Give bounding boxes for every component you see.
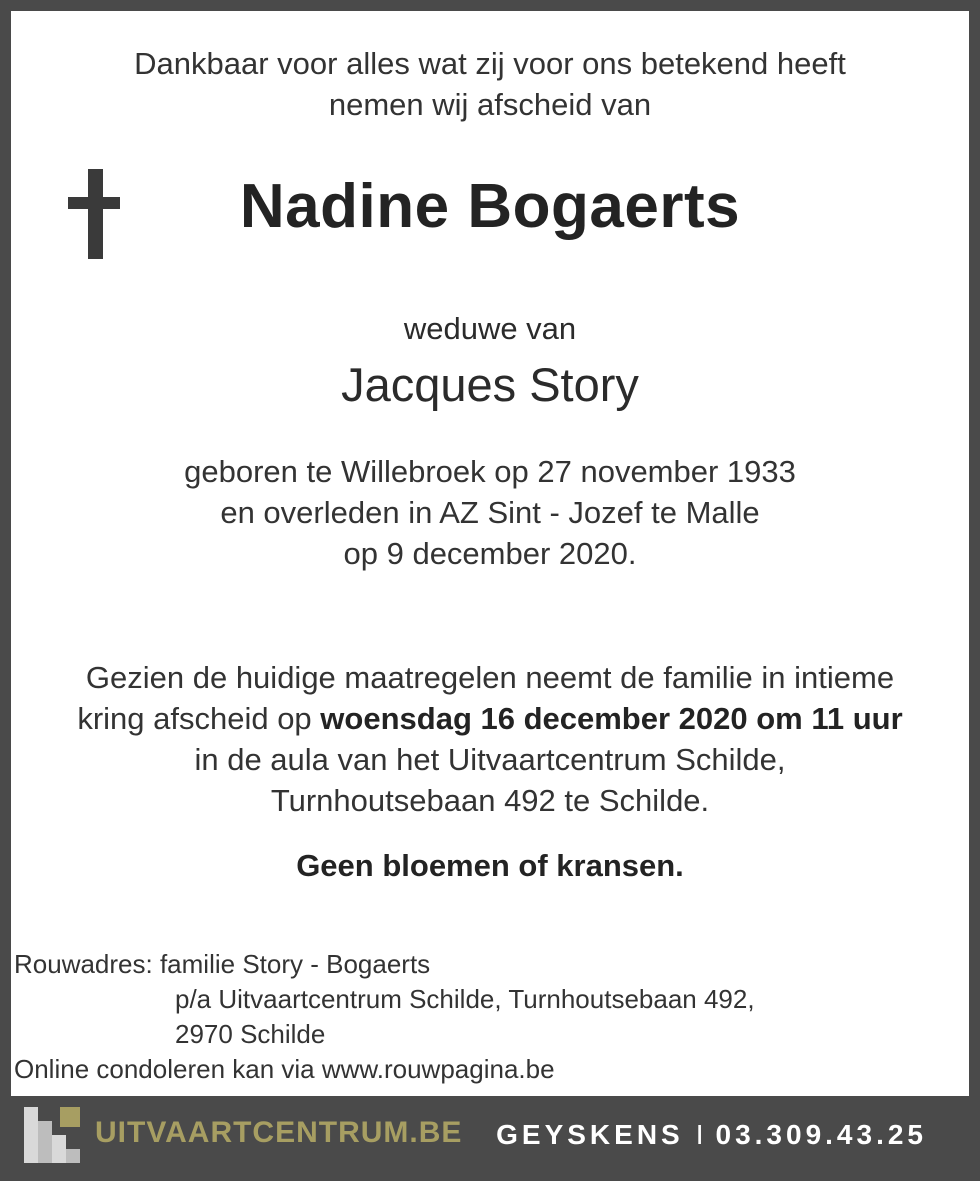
intro-line-2: nemen wij afscheid van bbox=[328, 87, 652, 122]
brand-name: UITVAARTCENTRUM.BE bbox=[95, 1116, 463, 1149]
ceremony-info bbox=[11, 657, 969, 821]
ceremony-line-2-prefix: kring afscheid op bbox=[77, 701, 321, 736]
spouse-name: Jacques Story bbox=[341, 358, 639, 411]
footer-separator: I bbox=[695, 1119, 704, 1150]
birth-line-1: geboren te Willebroek op 27 november 1933 bbox=[184, 454, 796, 489]
ceremony-line-2 bbox=[11, 698, 969, 739]
intro-line-1: Dankbaar voor alles wat zij voor ons betekend heeft bbox=[134, 46, 846, 81]
birth-line-2: en overleden in AZ Sint - Jozef te Malle bbox=[220, 495, 760, 530]
footer-bar bbox=[11, 1102, 969, 1170]
deceased-name: Nadine Bogaerts bbox=[239, 172, 741, 241]
birth-line-3: op 9 december 2020. bbox=[343, 536, 637, 571]
ceremony-date-time: woensdag 16 december 2020 om 11 uur bbox=[320, 701, 903, 736]
ceremony-line-4: Turnhoutsebaan 492 te Schilde. bbox=[270, 783, 710, 818]
brand-logo-icon bbox=[24, 1107, 80, 1163]
ceremony-line-3: in de aula van het Uitvaartcentrum Schilde, bbox=[194, 742, 786, 777]
address-line-1: Rouwadres: familie Story - Bogaerts bbox=[14, 949, 431, 979]
address-line-2: p/a Uitvaartcentrum Schilde, Turnhoutsebaan 492, bbox=[175, 984, 755, 1014]
funeral-home-contact bbox=[496, 1119, 927, 1151]
obituary-card bbox=[11, 11, 969, 1096]
birth-death-info bbox=[11, 451, 969, 574]
phone-number: 03.309.43.25 bbox=[715, 1119, 927, 1150]
no-flowers-notice: Geen bloemen of kransen. bbox=[296, 848, 684, 883]
funeral-home-name: GEYSKENS bbox=[496, 1119, 684, 1150]
online-condolence-line: Online condoleren kan via www.rouwpagina.be bbox=[14, 1054, 555, 1084]
intro-text bbox=[11, 43, 969, 125]
address-line-3: 2970 Schilde bbox=[175, 1019, 326, 1049]
mourning-address bbox=[14, 947, 755, 1087]
spouse-label: weduwe van bbox=[403, 311, 577, 346]
ceremony-line-1: Gezien de huidige maatregelen neemt de familie in intieme bbox=[85, 660, 895, 695]
